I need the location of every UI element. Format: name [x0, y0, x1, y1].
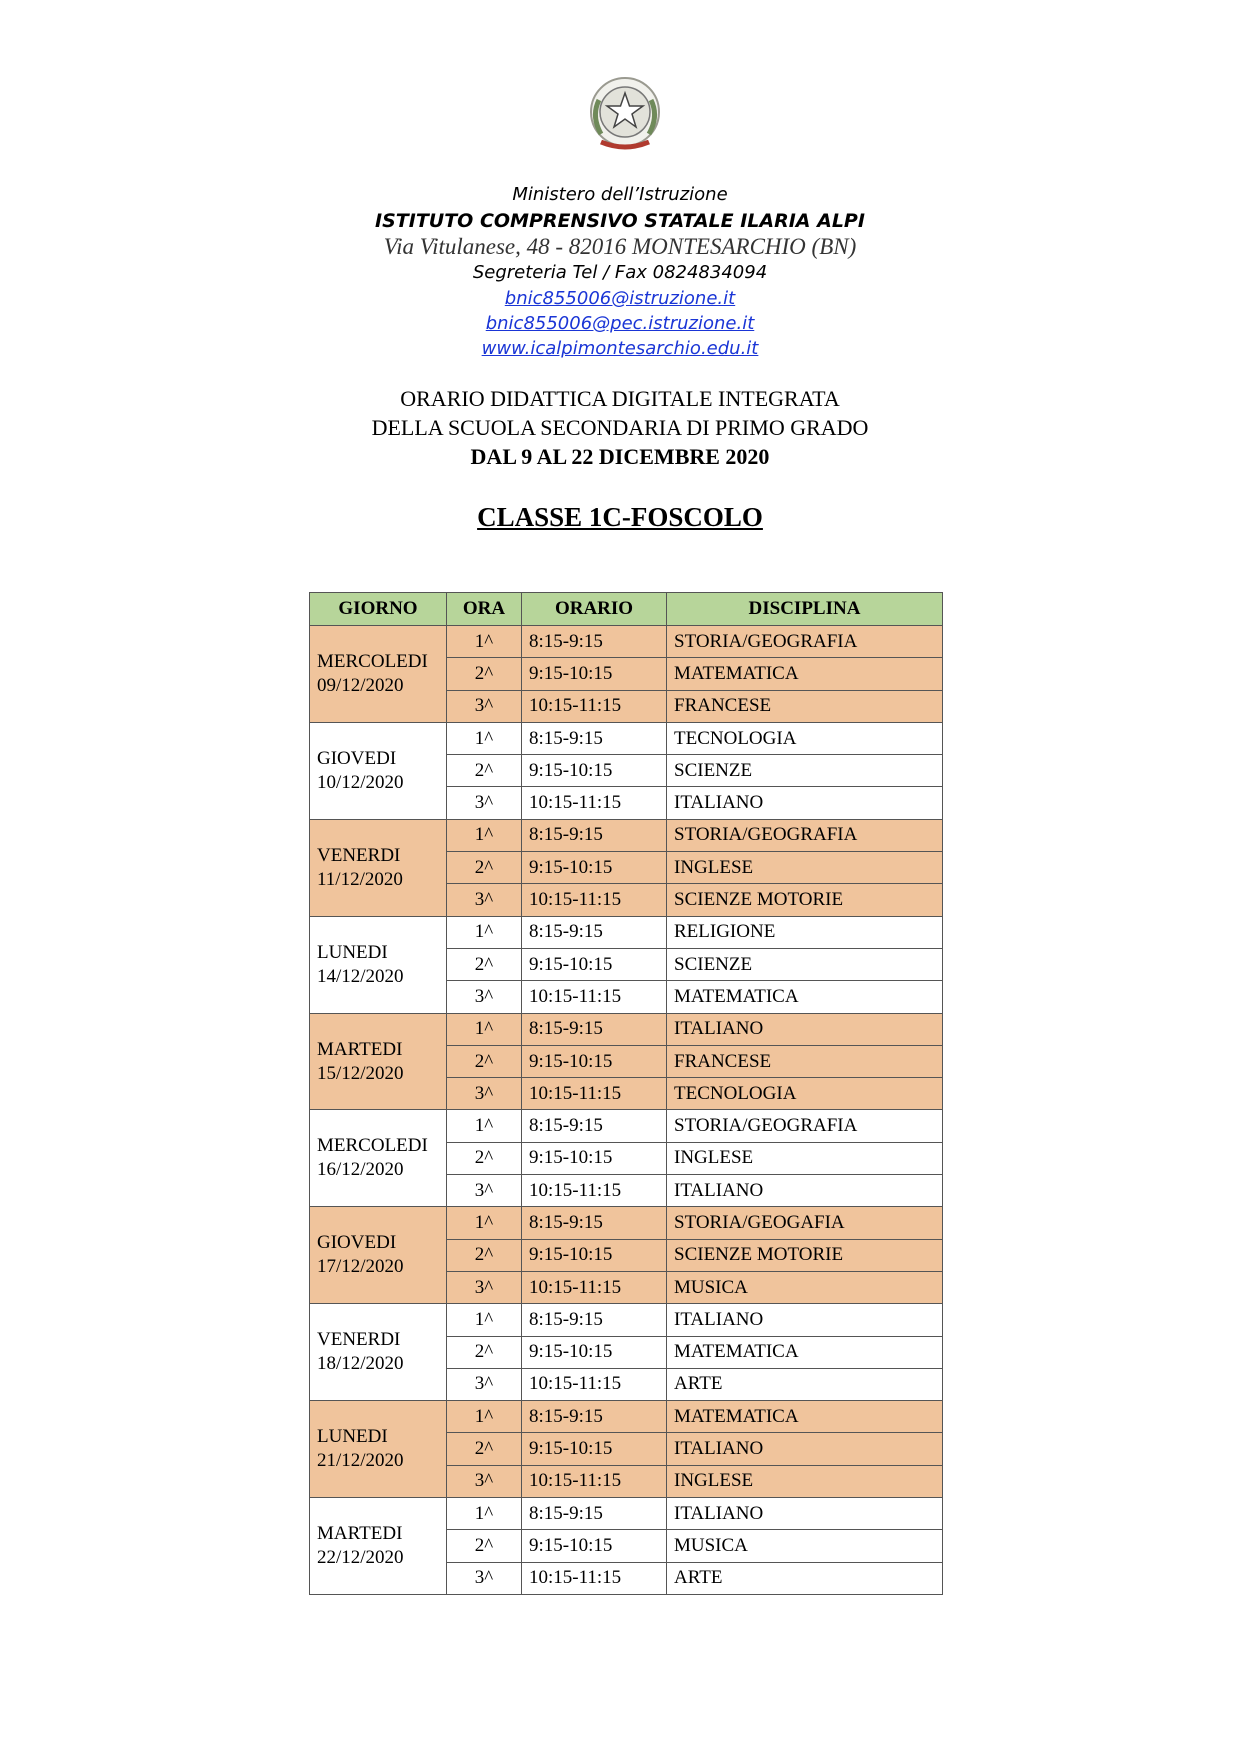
ora-cell: 2^	[447, 1433, 522, 1465]
disciplina-cell: ARTE	[667, 1368, 943, 1400]
orario-cell: 8:15-9:15	[522, 1304, 667, 1336]
orario-cell: 9:15-10:15	[522, 658, 667, 690]
day-date: 11/12/2020	[317, 868, 403, 890]
day-date: 10/12/2020	[317, 771, 404, 793]
header-disciplina: DISCIPLINA	[667, 593, 943, 626]
table-row	[310, 1207, 943, 1239]
day-cell	[310, 722, 447, 819]
pec-link[interactable]: bnic855006@pec.istruzione.it	[485, 313, 755, 334]
orario-cell: 10:15-11:15	[522, 690, 667, 722]
disciplina-cell: ITALIANO	[667, 1498, 943, 1530]
orario-cell: 8:15-9:15	[522, 626, 667, 658]
ora-cell: 1^	[447, 916, 522, 948]
ora-cell: 1^	[447, 1401, 522, 1433]
ora-cell: 3^	[447, 1465, 522, 1497]
email-link[interactable]: bnic855006@istruzione.it	[504, 288, 736, 309]
day-date: 17/12/2020	[317, 1256, 404, 1278]
ministry-name: Ministero dell’Istruzione	[512, 184, 728, 205]
orario-cell: 9:15-10:15	[522, 1336, 667, 1368]
orario-cell: 9:15-10:15	[522, 755, 667, 787]
ora-cell: 3^	[447, 690, 522, 722]
day-name: MARTEDI	[317, 1522, 403, 1544]
class-title: CLASSE 1C-FOSCOLO	[477, 502, 763, 532]
day-name: MERCOLEDI	[317, 1135, 428, 1157]
title-date-range: DAL 9 AL 22 DICEMBRE 2020	[470, 444, 770, 469]
orario-cell: 8:15-9:15	[522, 1110, 667, 1142]
disciplina-cell: MUSICA	[667, 1271, 943, 1303]
day-date: 09/12/2020	[317, 674, 404, 696]
ora-cell: 2^	[447, 1142, 522, 1174]
disciplina-cell: ARTE	[667, 1562, 943, 1594]
table-row	[310, 1013, 943, 1045]
day-cell	[310, 1304, 447, 1401]
orario-cell: 9:15-10:15	[522, 948, 667, 980]
table-row	[310, 1110, 943, 1142]
day-cell	[310, 626, 447, 723]
ora-cell: 3^	[447, 1271, 522, 1303]
disciplina-cell: ITALIANO	[667, 787, 943, 819]
orario-cell: 10:15-11:15	[522, 884, 667, 916]
day-name: MERCOLEDI	[317, 650, 428, 672]
disciplina-cell: TECNOLOGIA	[667, 1078, 943, 1110]
schedule-table	[309, 592, 943, 1595]
orario-cell: 10:15-11:15	[522, 787, 667, 819]
school-name: ISTITUTO COMPRENSIVO STATALE ILARIA ALPI	[375, 210, 865, 232]
title-line-1: ORARIO DIDATTICA DIGITALE INTEGRATA	[400, 386, 840, 411]
ora-cell: 2^	[447, 1336, 522, 1368]
header-giorno: GIORNO	[310, 593, 447, 626]
day-name: LUNEDI	[317, 1426, 388, 1448]
ora-cell: 2^	[447, 1045, 522, 1077]
orario-cell: 8:15-9:15	[522, 916, 667, 948]
ora-cell: 3^	[447, 1562, 522, 1594]
ora-cell: 1^	[447, 819, 522, 851]
letterhead	[0, 182, 1240, 361]
orario-cell: 8:15-9:15	[522, 1401, 667, 1433]
orario-cell: 8:15-9:15	[522, 1207, 667, 1239]
orario-cell: 10:15-11:15	[522, 1078, 667, 1110]
day-name: GIOVEDI	[317, 1232, 397, 1254]
disciplina-cell: INGLESE	[667, 852, 943, 884]
disciplina-cell: SCIENZE	[667, 755, 943, 787]
ora-cell: 2^	[447, 852, 522, 884]
disciplina-cell: RELIGIONE	[667, 916, 943, 948]
ora-cell: 3^	[447, 787, 522, 819]
table-header-row	[310, 593, 943, 626]
table-row	[310, 1304, 943, 1336]
document-title	[0, 384, 1240, 471]
orario-cell: 9:15-10:15	[522, 1530, 667, 1562]
disciplina-cell: INGLESE	[667, 1465, 943, 1497]
title-line-2: DELLA SCUOLA SECONDARIA DI PRIMO GRADO	[371, 415, 869, 440]
table-row	[310, 722, 943, 754]
ora-cell: 1^	[447, 1498, 522, 1530]
day-name: LUNEDI	[317, 941, 388, 963]
day-name: GIOVEDI	[317, 747, 397, 769]
disciplina-cell: ITALIANO	[667, 1013, 943, 1045]
orario-cell: 10:15-11:15	[522, 1562, 667, 1594]
day-date: 15/12/2020	[317, 1062, 404, 1084]
orario-cell: 10:15-11:15	[522, 1465, 667, 1497]
ora-cell: 3^	[447, 1078, 522, 1110]
day-date: 22/12/2020	[317, 1546, 404, 1568]
ora-cell: 3^	[447, 1368, 522, 1400]
orario-cell: 10:15-11:15	[522, 1271, 667, 1303]
orario-cell: 8:15-9:15	[522, 1013, 667, 1045]
table-row	[310, 626, 943, 658]
disciplina-cell: INGLESE	[667, 1142, 943, 1174]
disciplina-cell: MATEMATICA	[667, 1336, 943, 1368]
disciplina-cell: MUSICA	[667, 1530, 943, 1562]
day-cell	[310, 1207, 447, 1304]
orario-cell: 10:15-11:15	[522, 1368, 667, 1400]
day-cell	[310, 1401, 447, 1498]
disciplina-cell: STORIA/GEOGRAFIA	[667, 819, 943, 851]
day-name: VENERDI	[317, 1329, 401, 1351]
ora-cell: 3^	[447, 981, 522, 1013]
day-date: 16/12/2020	[317, 1159, 404, 1181]
ora-cell: 3^	[447, 884, 522, 916]
day-name: MARTEDI	[317, 1038, 403, 1060]
orario-cell: 9:15-10:15	[522, 1239, 667, 1271]
disciplina-cell: MATEMATICA	[667, 981, 943, 1013]
orario-cell: 10:15-11:15	[522, 1175, 667, 1207]
disciplina-cell: SCIENZE MOTORIE	[667, 1239, 943, 1271]
table-row	[310, 1401, 943, 1433]
disciplina-cell: ITALIANO	[667, 1175, 943, 1207]
disciplina-cell: SCIENZE MOTORIE	[667, 884, 943, 916]
ora-cell: 2^	[447, 1530, 522, 1562]
disciplina-cell: STORIA/GEOGRAFIA	[667, 626, 943, 658]
orario-cell: 9:15-10:15	[522, 852, 667, 884]
disciplina-cell: ITALIANO	[667, 1433, 943, 1465]
ora-cell: 2^	[447, 1239, 522, 1271]
table-row	[310, 1498, 943, 1530]
orario-cell: 10:15-11:15	[522, 981, 667, 1013]
disciplina-cell: TECNOLOGIA	[667, 722, 943, 754]
orario-cell: 8:15-9:15	[522, 819, 667, 851]
ora-cell: 2^	[447, 658, 522, 690]
header-ora: ORA	[447, 593, 522, 626]
ora-cell: 3^	[447, 1175, 522, 1207]
day-cell	[310, 1013, 447, 1110]
ora-cell: 1^	[447, 1110, 522, 1142]
orario-cell: 8:15-9:15	[522, 722, 667, 754]
disciplina-cell: MATEMATICA	[667, 658, 943, 690]
day-date: 14/12/2020	[317, 965, 404, 987]
school-address: Via Vitulanese, 48 - 82016 MONTESARCHIO (BN)	[383, 234, 857, 259]
disciplina-cell: STORIA/GEOGRAFIA	[667, 1110, 943, 1142]
ora-cell: 1^	[447, 1207, 522, 1239]
day-cell	[310, 916, 447, 1013]
day-date: 21/12/2020	[317, 1450, 404, 1472]
disciplina-cell: MATEMATICA	[667, 1401, 943, 1433]
republic-emblem-icon	[585, 70, 665, 158]
orario-cell: 8:15-9:15	[522, 1498, 667, 1530]
ora-cell: 1^	[447, 722, 522, 754]
table-row	[310, 819, 943, 851]
ora-cell: 1^	[447, 626, 522, 658]
ora-cell: 2^	[447, 948, 522, 980]
table-row	[310, 916, 943, 948]
orario-cell: 9:15-10:15	[522, 1433, 667, 1465]
disciplina-cell: FRANCESE	[667, 1045, 943, 1077]
disciplina-cell: SCIENZE	[667, 948, 943, 980]
disciplina-cell: STORIA/GEOGAFIA	[667, 1207, 943, 1239]
day-cell	[310, 819, 447, 916]
ora-cell: 1^	[447, 1013, 522, 1045]
day-date: 18/12/2020	[317, 1353, 404, 1375]
disciplina-cell: ITALIANO	[667, 1304, 943, 1336]
header-orario: ORARIO	[522, 593, 667, 626]
day-name: VENERDI	[317, 844, 401, 866]
orario-cell: 9:15-10:15	[522, 1045, 667, 1077]
schedule-body	[310, 626, 943, 1595]
day-cell	[310, 1110, 447, 1207]
ora-cell: 2^	[447, 755, 522, 787]
day-cell	[310, 1498, 447, 1595]
ora-cell: 1^	[447, 1304, 522, 1336]
website-link[interactable]: www.icalpimontesarchio.edu.it	[481, 338, 759, 359]
orario-cell: 9:15-10:15	[522, 1142, 667, 1174]
disciplina-cell: FRANCESE	[667, 690, 943, 722]
school-phone: Segreteria Tel / Fax 0824834094	[472, 262, 768, 283]
